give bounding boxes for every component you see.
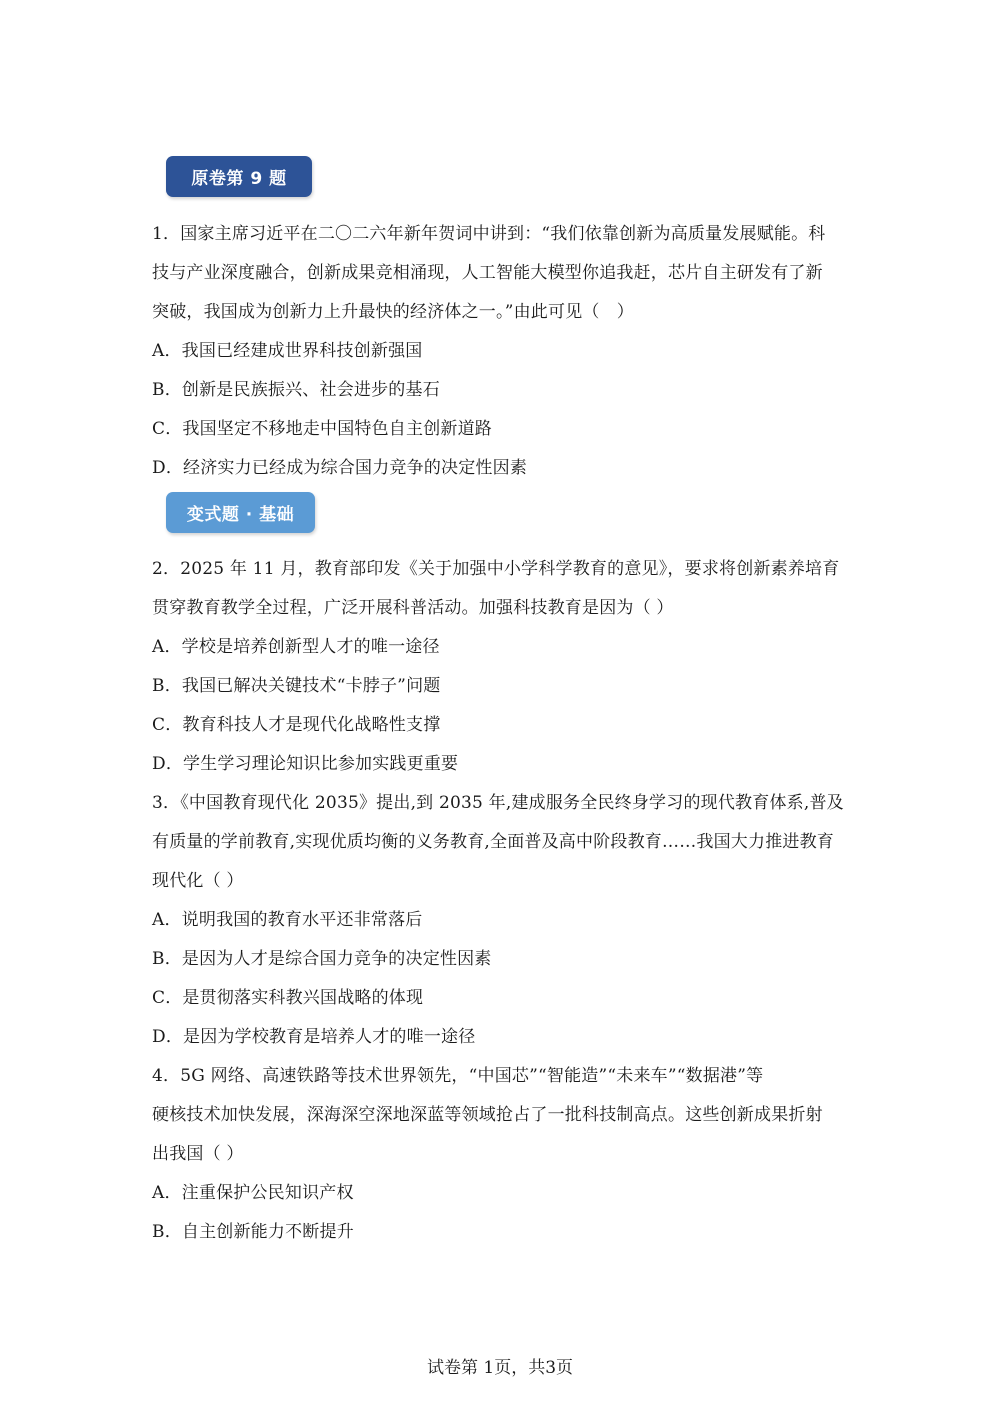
question-1-option-b: B．创新是民族振兴、社会进步的基石 bbox=[152, 380, 440, 400]
question-1-option-d: D．经济实力已经成为综合国力竞争的决定性因素 bbox=[152, 458, 528, 478]
question-3-option-c: C．是贯彻落实科教兴国战略的体现 bbox=[152, 988, 424, 1008]
question-4-option-b: B．自主创新能力不断提升 bbox=[152, 1222, 354, 1242]
question-1-option-a: A．我国已经建成世界科技创新强国 bbox=[152, 341, 423, 361]
question-4-line-2: 硬核技术加快发展，深海深空深地深蓝等领域抢占了一批科技制高点。这些创新成果折射 bbox=[152, 1105, 823, 1125]
question-3-line-2: 有质量的学前教育,实现优质均衡的义务教育,全面普及高中阶段教育……我国大力推进教育 bbox=[152, 832, 835, 852]
question-2-option-b: B．我国已解决关键技术“卡脖子”问题 bbox=[152, 676, 441, 696]
original-question-badge: 原卷第 9 题 bbox=[166, 156, 312, 197]
question-1-line-2: 技与产业深度融合，创新成果竞相涌现，人工智能大模型你追我赶，芯片自主研发有了新 bbox=[152, 263, 823, 283]
question-4-line-1: 4．5G 网络、高速铁路等技术世界领先，“中国芯”“智能造”“未来车”“数据港”等 bbox=[152, 1066, 764, 1086]
question-1-line-3: 突破，我国成为创新力上升最快的经济体之一。”由此可见（ ） bbox=[152, 302, 634, 322]
question-3-option-d: D．是因为学校教育是培养人才的唯一途径 bbox=[152, 1027, 476, 1047]
question-2-line-2: 贯穿教育教学全过程，广泛开展科普活动。加强科技教育是因为（ ） bbox=[152, 598, 674, 618]
question-2-option-c: C．教育科技人才是现代化战略性支撑 bbox=[152, 715, 441, 735]
variant-basic-badge: 变式题 · 基础 bbox=[166, 492, 315, 533]
question-4-option-a: A．注重保护公民知识产权 bbox=[152, 1183, 354, 1203]
question-4-line-3: 出我国（ ） bbox=[152, 1144, 244, 1164]
question-3-option-b: B．是因为人才是综合国力竞争的决定性因素 bbox=[152, 949, 492, 969]
page-footer: 试卷第 1页，共3页 bbox=[426, 1358, 574, 1378]
question-3-line-3: 现代化（ ） bbox=[152, 871, 244, 891]
question-2-option-a: A．学校是培养创新型人才的唯一途径 bbox=[152, 637, 440, 657]
question-2-option-d: D．学生学习理论知识比参加实践更重要 bbox=[152, 754, 459, 774]
question-2-line-1: 2．2025 年 11 月，教育部印发《关于加强中小学科学教育的意见》，要求将创新素养培育 bbox=[152, 559, 840, 579]
question-1-line-1: 1．国家主席习近平在二〇二六年新年贺词中讲到：“我们依靠创新为高质量发展赋能。科 bbox=[152, 224, 826, 244]
question-1-option-c: C．我国坚定不移地走中国特色自主创新道路 bbox=[152, 419, 493, 439]
question-3-line-1: 3．《中国教育现代化 2035》提出,到 2035 年,建成服务全民终身学习的现代教育体系,普及 bbox=[152, 793, 844, 813]
question-3-option-a: A．说明我国的教育水平还非常落后 bbox=[152, 910, 423, 930]
